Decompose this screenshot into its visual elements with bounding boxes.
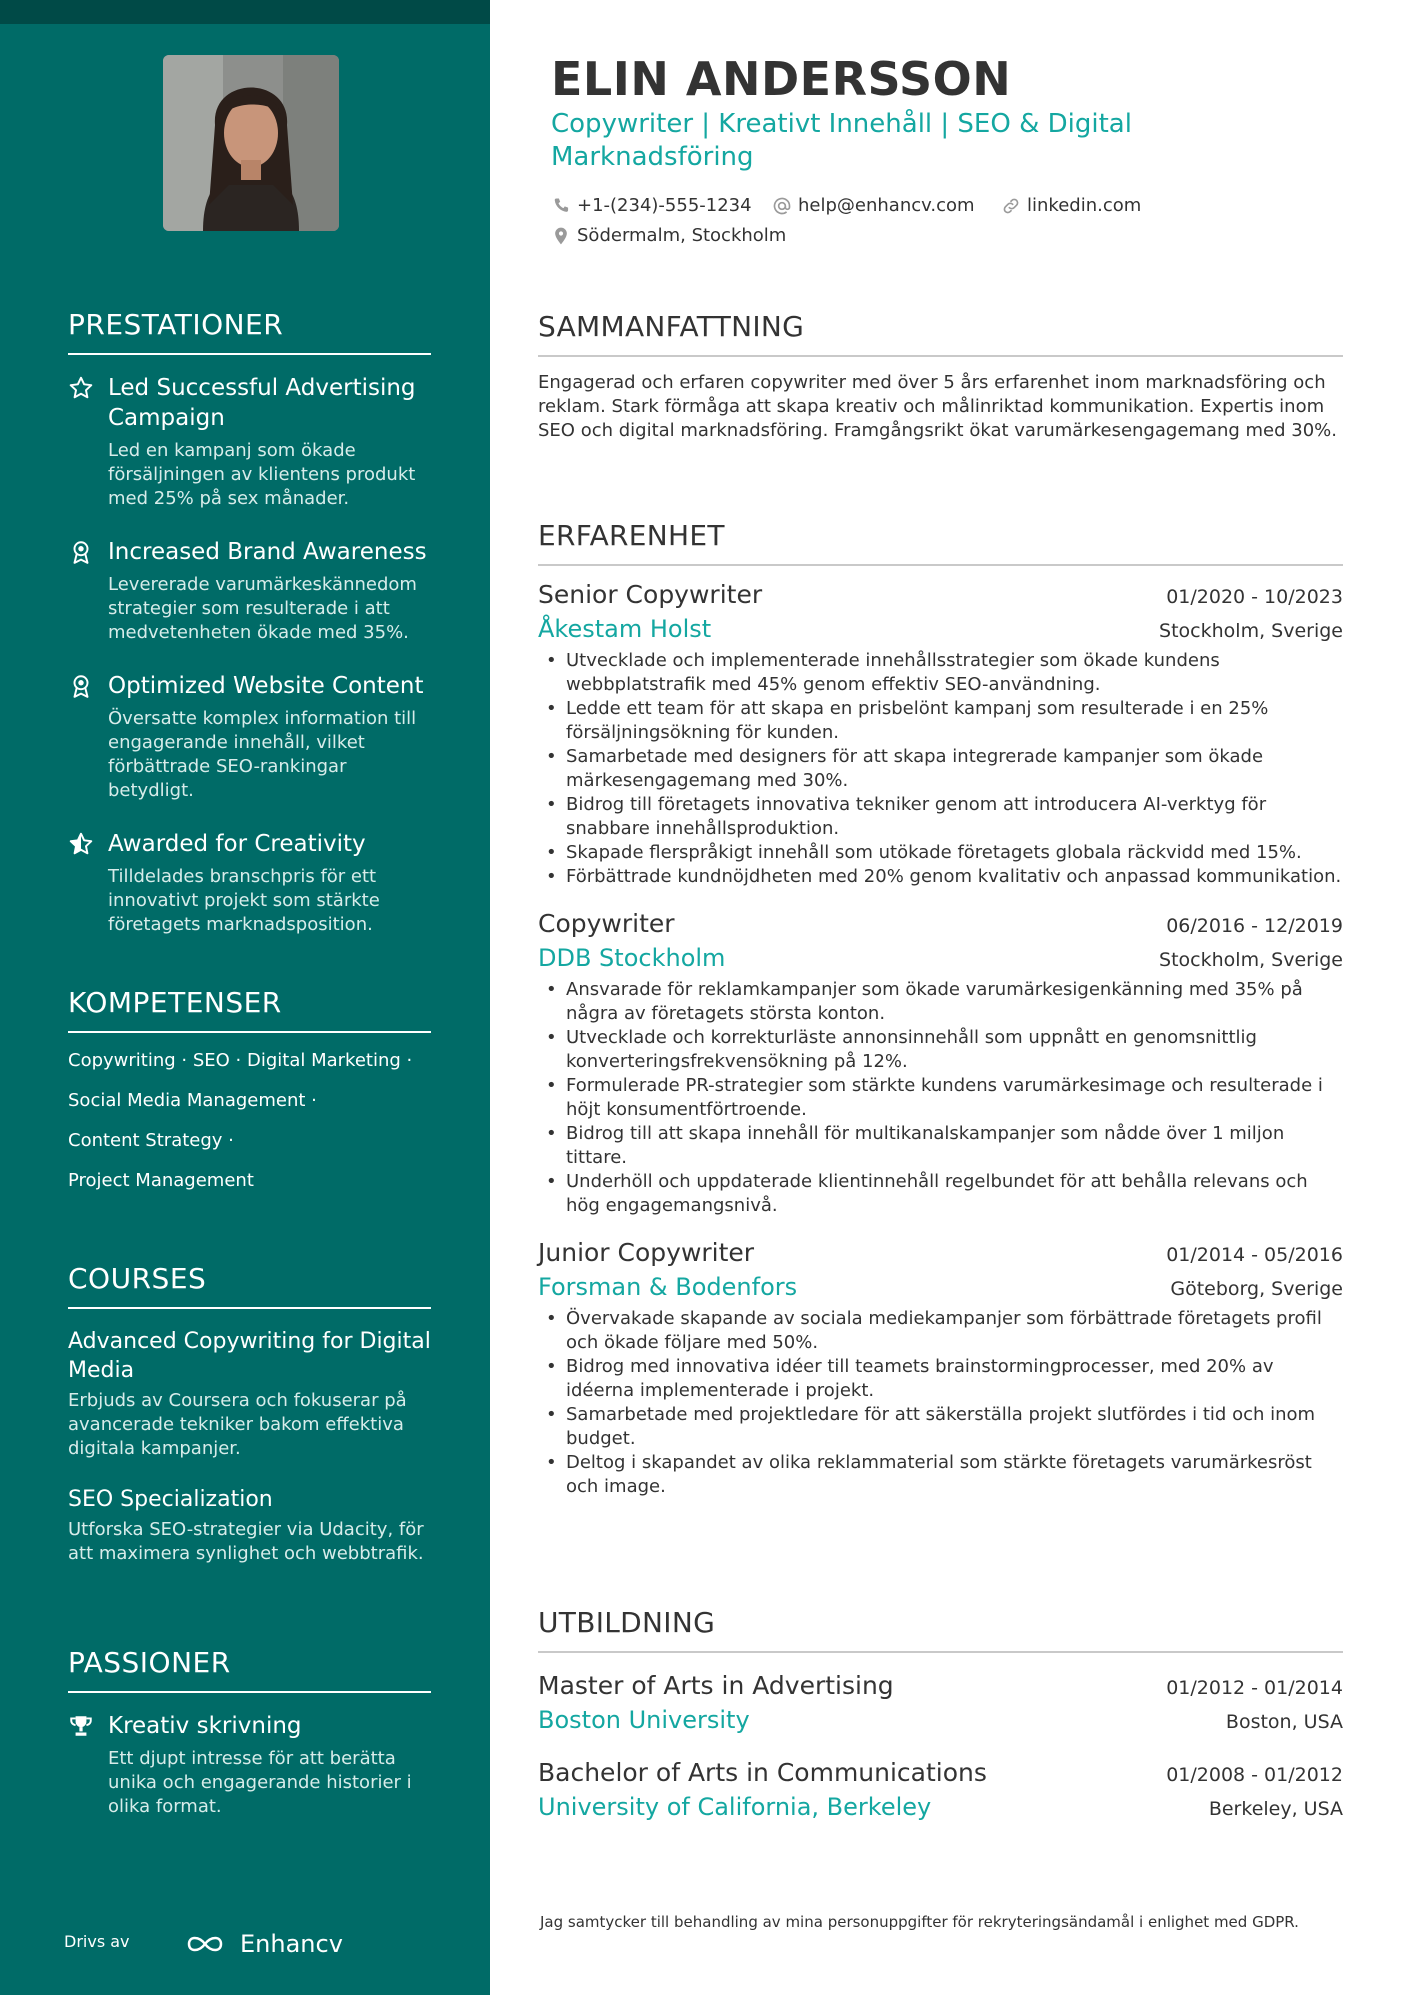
candidate-name: ELIN ANDERSSON: [551, 52, 1012, 106]
summary-section: [538, 310, 1343, 443]
skills-section: [68, 986, 431, 1209]
enhancv-wordmark: Enhancv: [240, 1930, 343, 1958]
ribbon-icon: [68, 539, 94, 565]
job-bullet: • Deltog i skapandet av olika reklammaterial som stärkte företagets varumärkesröst och image.: [538, 1451, 1343, 1499]
job-bullet: • Övervakade skapande av sociala mediekampanjer som förbättrade företagets profil och ökade följare med 50%.: [538, 1307, 1343, 1355]
job-date: 01/2020 - 10/2023: [1166, 586, 1343, 608]
contact-phone: [551, 195, 752, 216]
degree-title: Master of Arts in Advertising: [538, 1671, 894, 1700]
location-text: Södermalm, Stockholm: [577, 225, 787, 246]
passion-desc: Ett djupt intresse för att berätta unika och engagerande historier i olika format.: [108, 1748, 412, 1817]
school-name: University of California, Berkeley: [538, 1793, 932, 1821]
achievement-desc: Tilldelades branschpris för ett innovativt projekt som stärkte företagets marknadsposition.: [108, 866, 380, 935]
job-bullet: • Bidrog till företagets innovativa tekniker genom att introducera AI-verktyg för snabbare innehållsproduktion.: [538, 793, 1343, 841]
linkedin-text: linkedin.com: [1027, 195, 1142, 216]
powered-by-label: Drivs av: [64, 1932, 130, 1951]
summary-title: SAMMANFATTNING: [538, 310, 1343, 357]
gdpr-consent: Jag samtycker till behandling av mina personuppgifter för rekryteringsändamål i enlighet med GDPR.: [540, 1913, 1299, 1931]
job-entry: [538, 909, 1343, 1218]
education-entry: [538, 1671, 1343, 1734]
location-pin-icon: [551, 226, 571, 246]
trophy-icon: [68, 1713, 94, 1739]
achievement-desc: Led en kampanj som ökade försäljningen av klientens produkt med 25% på sex månader.: [108, 440, 416, 509]
achievements-section: [68, 308, 431, 937]
experience-title: ERFARENHET: [538, 519, 1343, 566]
star-icon: [68, 375, 94, 401]
job-title: Senior Copywriter: [538, 580, 763, 609]
job-bullet: • Underhöll och uppdaterade klientinnehåll regelbundet för att behålla relevans och hög engagemangsnivå.: [538, 1170, 1343, 1218]
achievement-item: [68, 537, 431, 645]
skills-list: [68, 1049, 431, 1193]
job-date: 06/2016 - 12/2019: [1166, 915, 1343, 937]
passions-title: PASSIONER: [68, 1646, 431, 1693]
experience-section: [538, 519, 1343, 1499]
achievement-desc: Levererade varumärkeskännedom strategier som resulterade i att medvetenheten ökade med 35%.: [108, 574, 417, 643]
achievement-desc: Översatte komplex information till engagerande innehåll, vilket förbättrade SEO-rankingar betydligt.: [108, 708, 417, 801]
job-bullets: [538, 1307, 1343, 1499]
degree-date: 01/2008 - 01/2012: [1166, 1764, 1343, 1786]
job-bullet: • Utvecklade och korrekturläste annonsinnehåll som uppnått en genomsnittlig konverteringsfrekvensökning på 12%.: [538, 1026, 1343, 1074]
degree-date: 01/2012 - 01/2014: [1166, 1677, 1343, 1699]
at-icon: [772, 196, 792, 216]
degree-title: Bachelor of Arts in Communications: [538, 1758, 987, 1787]
course-desc: Erbjuds av Coursera och fokuserar på avancerade tekniker bakom effektiva digitala kampanjer.: [68, 1390, 407, 1459]
job-company: Åkestam Holst: [538, 615, 712, 643]
sidebar-top-band: [0, 0, 490, 24]
skill-line: Social Media Management ·: [68, 1090, 317, 1111]
profile-photo: [163, 55, 339, 231]
job-company: DDB Stockholm: [538, 944, 726, 972]
job-bullet: • Förbättrade kundnöjdheten med 20% genom kvalitativ och anpassad kommunikation.: [538, 865, 1343, 889]
passion-item: [68, 1711, 431, 1819]
job-entry: [538, 580, 1343, 889]
achievement-title: Optimized Website Content: [108, 673, 424, 699]
job-bullet: • Samarbetade med projektledare för att säkerställa projekt slutfördes i tid och inom budget.: [538, 1403, 1343, 1451]
job-bullet: • Skapade flerspråkigt innehåll som utökade företagets globala räckvidd med 15%.: [538, 841, 1343, 865]
education-section: [538, 1606, 1343, 1821]
contact-linkedin[interactable]: [1001, 195, 1141, 216]
job-bullets: [538, 649, 1343, 889]
achievement-title: Increased Brand Awareness: [108, 539, 427, 565]
job-location: Stockholm, Sverige: [1159, 949, 1343, 971]
job-location: Stockholm, Sverige: [1159, 620, 1343, 642]
link-icon: [1001, 196, 1021, 216]
education-entry: [538, 1758, 1343, 1821]
courses-section: [68, 1262, 431, 1566]
courses-title: COURSES: [68, 1262, 431, 1309]
half-star-icon: [68, 831, 94, 857]
education-title: UTBILDNING: [538, 1606, 1343, 1653]
school-location: Boston, USA: [1225, 1711, 1343, 1733]
passion-title: Kreativ skrivning: [108, 1713, 302, 1739]
enhancv-logo[interactable]: [185, 1926, 345, 1962]
job-bullet: • Utvecklade och implementerade innehållsstrategier som ökade kundens webbplatstrafik med 45% genom effektiv SEO-användning.: [538, 649, 1343, 697]
job-bullet: • Bidrog till att skapa innehåll för multikanalskampanjer som nådde över 1 miljon tittare.: [538, 1122, 1343, 1170]
job-bullet: • Samarbetade med designers för att skapa integrerade kampanjer som ökade märkesengagemang med 30%.: [538, 745, 1343, 793]
achievement-item: [68, 373, 431, 511]
course-title: Advanced Copywriting for Digital Media: [68, 1329, 431, 1383]
skills-title: KOMPETENSER: [68, 986, 431, 1033]
course-desc: Utforska SEO-strategier via Udacity, för att maximera synlighet och webbtrafik.: [68, 1519, 424, 1564]
course-item: [68, 1327, 431, 1461]
achievement-title: Led Successful Advertising Campaign: [108, 375, 416, 431]
candidate-tagline: Copywriter | Kreativt Innehåll | SEO & Digital Marknadsföring: [551, 109, 1132, 172]
email-text: help@enhancv.com: [798, 195, 975, 216]
school-name: Boston University: [538, 1706, 750, 1734]
summary-text: Engagerad och erfaren copywriter med över 5 års erfarenhet inom marknadsföring och reklam. Stark förmåga att skapa kreativ och målinriktad kommunikation. Expertis inom SEO och digital marknadsföring. Framgångsrikt ökat varumärkesengagemang med 30%.: [538, 372, 1337, 441]
achievement-item: [68, 829, 431, 937]
job-bullets: [538, 978, 1343, 1218]
job-bullet: • Bidrog med innovativa idéer till teamets brainstormingprocesser, med 20% av idéerna implementerade i projekt.: [538, 1355, 1343, 1403]
achievements-title: PRESTATIONER: [68, 308, 431, 355]
contact-location: [551, 225, 786, 246]
job-title: Copywriter: [538, 909, 675, 938]
job-title: Junior Copywriter: [538, 1238, 755, 1267]
achievement-item: [68, 671, 431, 803]
job-date: 01/2014 - 05/2016: [1166, 1244, 1343, 1266]
skill-line: Content Strategy ·: [68, 1130, 234, 1151]
skill-line: Project Management: [68, 1170, 254, 1191]
sidebar: [0, 0, 490, 1995]
phone-icon: [551, 196, 571, 216]
job-company: Forsman & Bodenfors: [538, 1273, 798, 1301]
ribbon-icon: [68, 673, 94, 699]
skill-line: Copywriting · SEO · Digital Marketing ·: [68, 1050, 413, 1071]
phone-text: +1-(234)-555-1234: [577, 195, 752, 216]
job-bullet: • Ledde ett team för att skapa en prisbelönt kampanj som resulterade i en 25% försäljningsökning för kunden.: [538, 697, 1343, 745]
passions-section: [68, 1646, 431, 1819]
course-title: SEO Specialization: [68, 1487, 273, 1512]
school-location: Berkeley, USA: [1208, 1798, 1343, 1820]
job-entry: [538, 1238, 1343, 1499]
job-bullet: • Formulerade PR-strategier som stärkte kundens varumärkesimage och resulterade i höjt konsumentförtroende.: [538, 1074, 1343, 1122]
achievement-title: Awarded for Creativity: [108, 831, 366, 857]
course-item: [68, 1485, 431, 1566]
job-location: Göteborg, Sverige: [1170, 1278, 1343, 1300]
contact-email[interactable]: [772, 195, 975, 216]
job-bullet: • Ansvarade för reklamkampanjer som ökade varumärkesigenkänning med 35% på några av företagets största konton.: [538, 978, 1343, 1026]
